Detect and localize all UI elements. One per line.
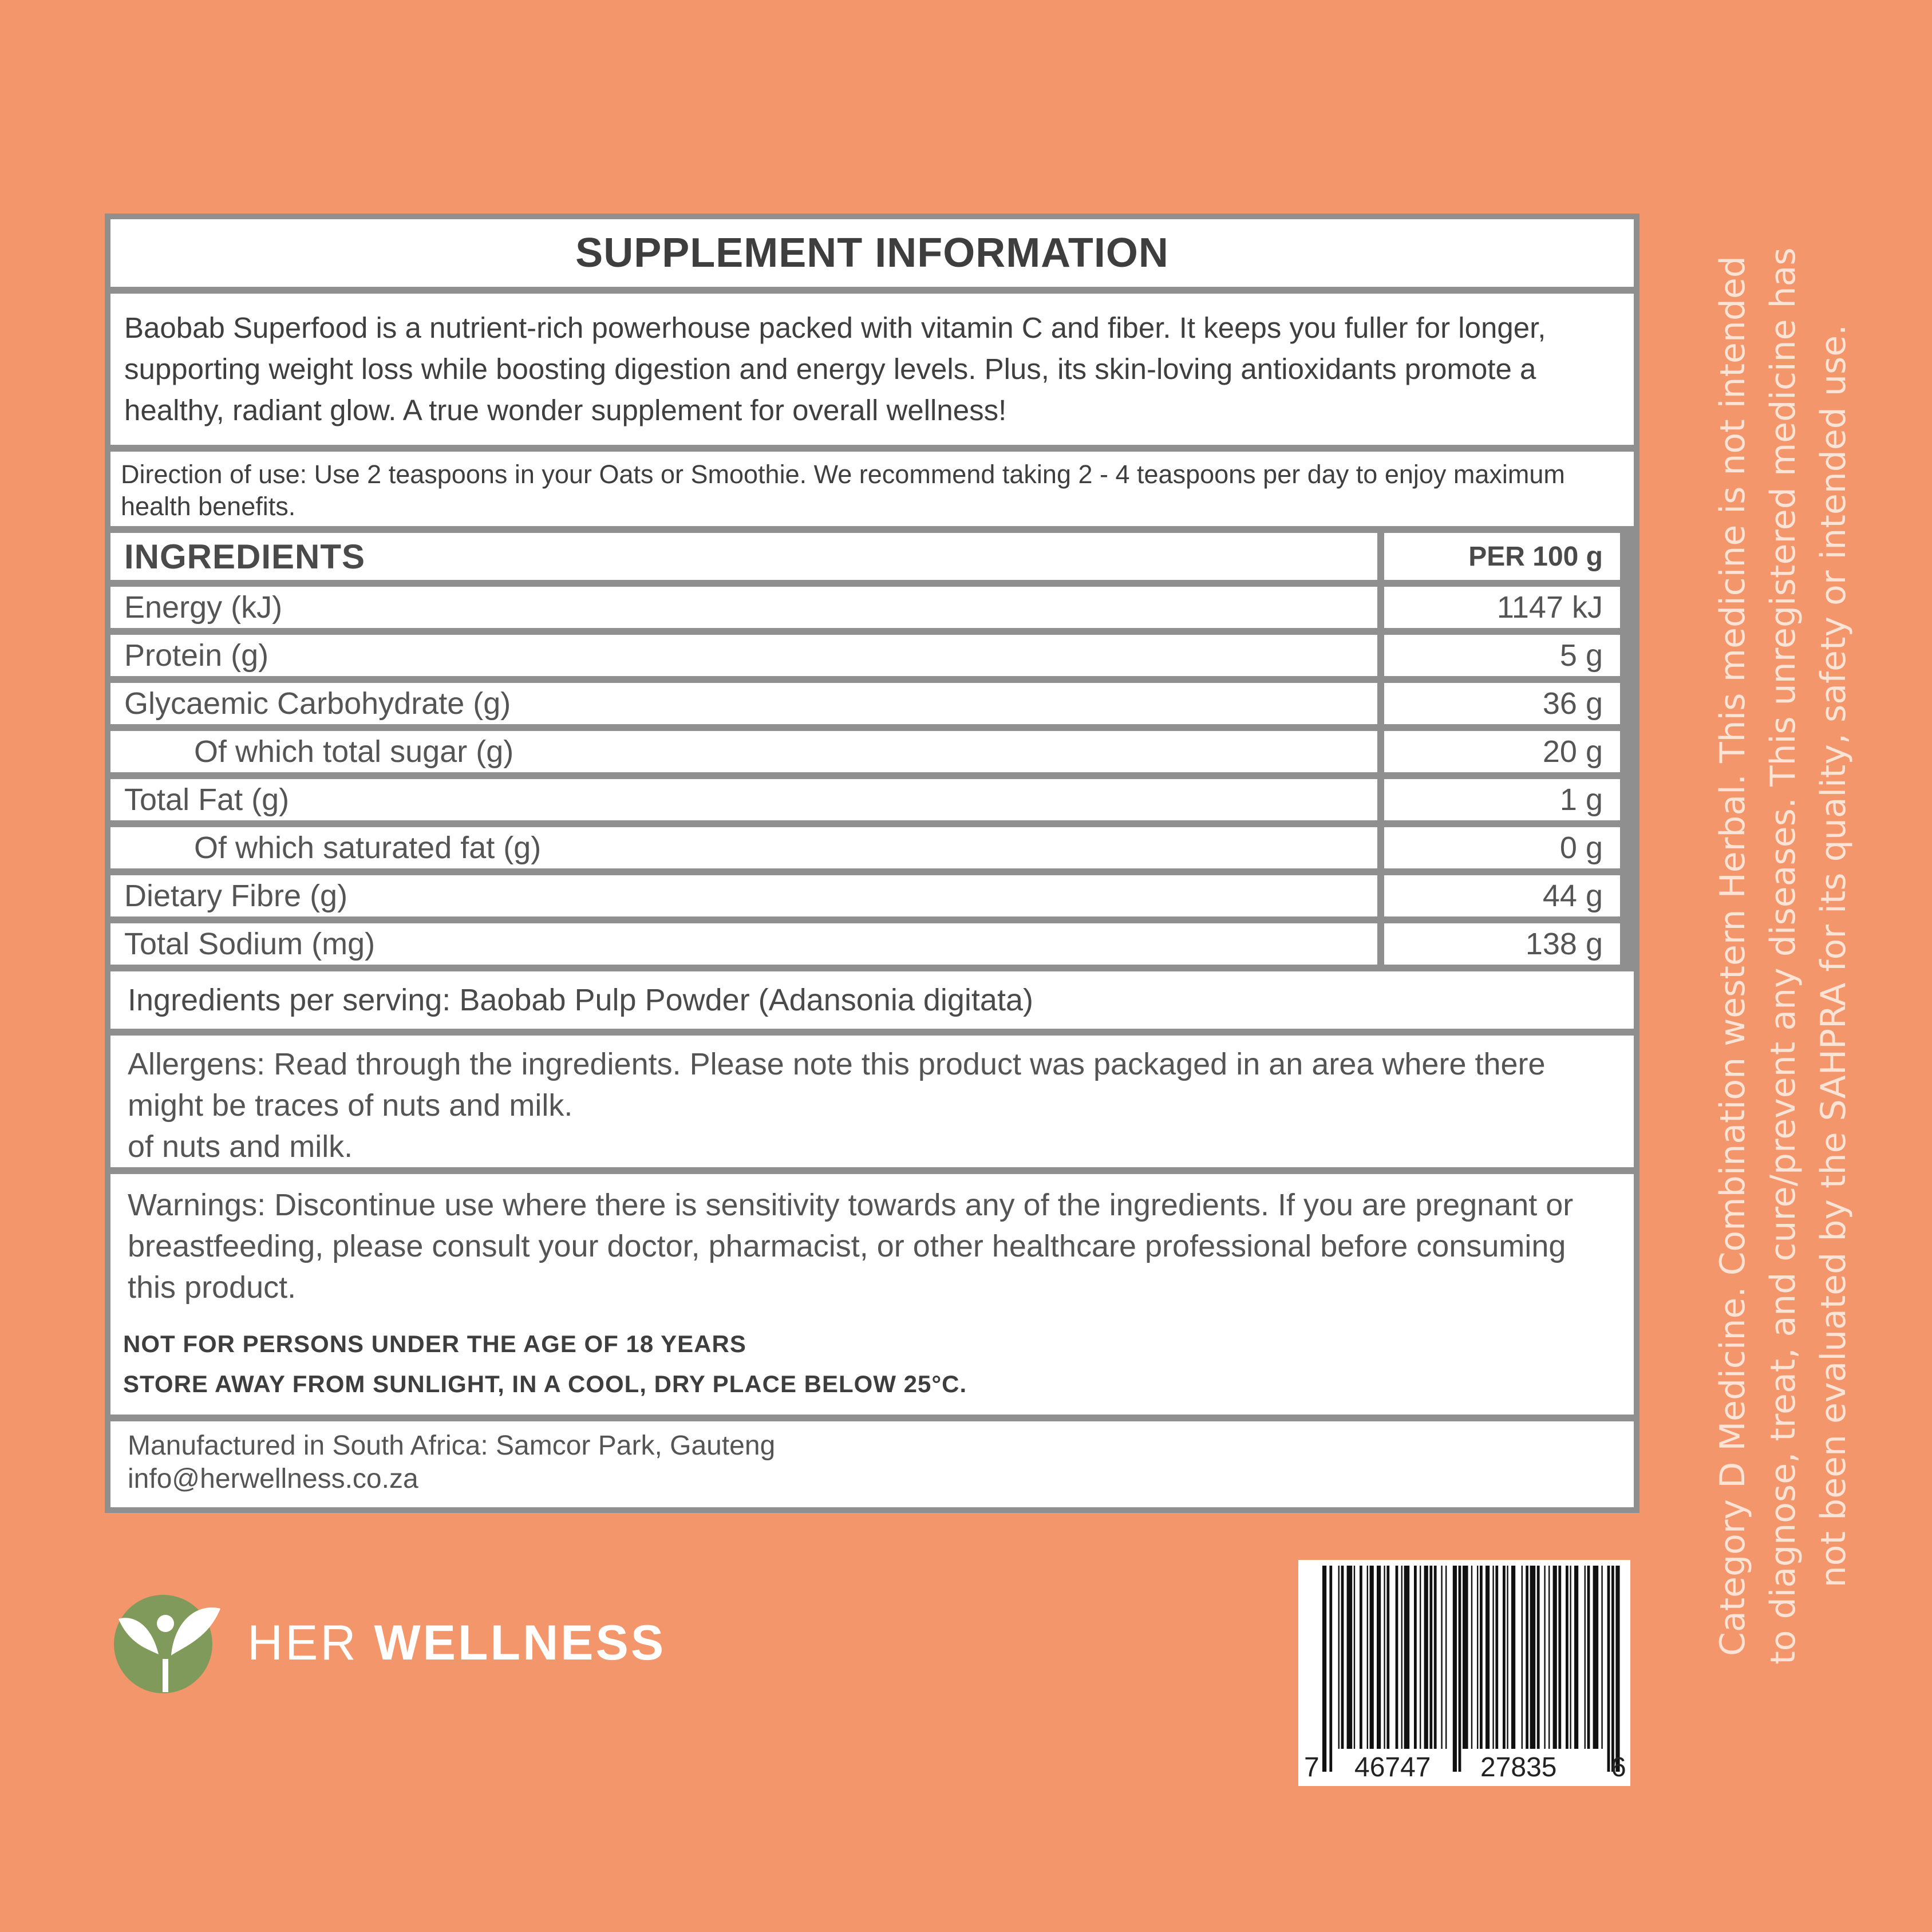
- row-label: Total Fat (g): [110, 779, 1377, 820]
- barcode-bar: [1537, 1566, 1540, 1749]
- barcode-digits: [1298, 1752, 1630, 1783]
- row-label: Of which saturated fat (g): [110, 827, 1377, 868]
- row-label: Protein (g): [110, 635, 1377, 676]
- supplement-info-panel: [105, 214, 1639, 1513]
- barcode-bar: [1503, 1566, 1506, 1749]
- allergens-section: [110, 1036, 1634, 1167]
- barcode-bar: [1404, 1566, 1410, 1749]
- barcode-bar: [1558, 1566, 1561, 1749]
- barcode-digit-group: 7: [1304, 1752, 1319, 1783]
- ingredients-header: INGREDIENTS: [110, 533, 1377, 580]
- barcode-bar: [1485, 1566, 1490, 1749]
- manufacturer-section: [110, 1421, 1634, 1507]
- regulatory-notice: Category D Medicine. Combination western Herbal. This medicine is not intended to diagnose, treat, and cure/prevent any diseases. This unregistered medicine has not been evaluated by the SAHPRA for its quality, safety or intended use.: [1713, 247, 1854, 1665]
- barcode-bar: [1401, 1566, 1402, 1749]
- barcode-bar: [1367, 1566, 1368, 1749]
- barcode-digit-group: 6: [1611, 1752, 1626, 1783]
- barcode-bar: [1511, 1566, 1515, 1749]
- warnings-section: [110, 1174, 1634, 1415]
- barcode-bar: [1611, 1566, 1614, 1772]
- barcode-bar: [1585, 1566, 1586, 1749]
- brand-name-bold: WELLNESS: [374, 1615, 666, 1670]
- barcode-bar: [1414, 1566, 1417, 1749]
- leaf-person-icon: [112, 1591, 223, 1694]
- barcode-bar: [1347, 1566, 1353, 1749]
- barcode-bar: [1507, 1566, 1508, 1749]
- barcode-digit-group: 27835: [1480, 1752, 1557, 1783]
- barcode-bar: [1477, 1566, 1478, 1749]
- barcode-bar: [1587, 1566, 1590, 1749]
- barcode-bar: [1548, 1566, 1550, 1749]
- barcode-bar: [1480, 1566, 1483, 1749]
- barcode-bar: [1329, 1566, 1332, 1772]
- row-value: 0 g: [1384, 827, 1620, 868]
- barcode-bar: [1434, 1566, 1437, 1749]
- barcode-bar: [1360, 1566, 1362, 1749]
- row-value: 44 g: [1384, 875, 1620, 916]
- barcode-bar: [1593, 1566, 1599, 1749]
- barcode-bar: [1495, 1566, 1498, 1749]
- table-row: [110, 587, 1634, 628]
- barcode-bar: [1459, 1566, 1461, 1772]
- panel-title: SUPPLEMENT INFORMATION: [110, 219, 1634, 287]
- warnings-text: Warnings: Discontinue use where there is sensitivity towards any of the ingredients. If you are pregnant or breastfeeding, please consult your doctor, pharmacist, or other healthcare professional before consuming this product.: [128, 1188, 1574, 1305]
- barcode-bar: [1530, 1566, 1536, 1749]
- allergens-repeat-text: of nuts and milk.: [128, 1129, 353, 1164]
- barcode-bar: [1424, 1566, 1428, 1749]
- barcode-bar: [1471, 1566, 1472, 1749]
- barcode-bar: [1322, 1566, 1326, 1772]
- barcode-bar: [1396, 1566, 1398, 1749]
- ingredients-per-serving: Ingredients per serving: Baobab Pulp Powder (Adansonia digitata): [110, 971, 1634, 1029]
- age-notice: NOT FOR PERSONS UNDER THE AGE OF 18 YEARS: [123, 1330, 746, 1357]
- barcode-bar: [1377, 1566, 1381, 1749]
- barcode-bar: [1445, 1566, 1447, 1749]
- brand-logo: [112, 1591, 666, 1694]
- barcode-bar: [1441, 1566, 1442, 1749]
- row-value: 1 g: [1384, 779, 1620, 820]
- row-label: Dietary Fibre (g): [110, 875, 1377, 916]
- barcode-bar: [1453, 1566, 1457, 1772]
- barcode-bar: [1341, 1566, 1344, 1749]
- side-notice-wrapper: [1703, 246, 1863, 1666]
- brand-name-light: HER: [247, 1615, 374, 1670]
- barcode-bar: [1553, 1566, 1557, 1749]
- row-value: 138 g: [1384, 923, 1620, 965]
- row-value: 1147 kJ: [1384, 587, 1620, 628]
- table-row: [110, 923, 1634, 965]
- product-description: Baobab Superfood is a nutrient-rich powerhouse packed with vitamin C and fiber. It keeps you fuller for longer, supporting weight loss while boosting digestion and energy levels. Plus, its skin-loving antioxidants promote a healthy, radiant glow. A true wonder supplement for overall wellness!: [110, 294, 1634, 445]
- barcode-bar: [1420, 1566, 1421, 1749]
- barcode-bar: [1570, 1566, 1571, 1749]
- row-label: Of which total sugar (g): [110, 731, 1377, 772]
- storage-notice: STORE AWAY FROM SUNLIGHT, IN A COOL, DRY PLACE BELOW 25°C.: [123, 1370, 967, 1397]
- barcode-bar: [1338, 1566, 1340, 1749]
- barcode-bar: [1354, 1566, 1355, 1749]
- table-row: [110, 779, 1634, 820]
- barcode-bar: [1429, 1566, 1432, 1749]
- row-label: Glycaemic Carbohydrate (g): [110, 683, 1377, 724]
- row-label: Total Sodium (mg): [110, 923, 1377, 965]
- allergens-text: Allergens: Read through the ingredients. Please note this product was packaged in an area where there might be traces of nuts and milk.: [128, 1047, 1546, 1123]
- table-row: [110, 635, 1634, 676]
- row-label: Energy (kJ): [110, 587, 1377, 628]
- barcode-bar: [1384, 1566, 1385, 1749]
- nutrition-table: [110, 533, 1634, 965]
- contact-email: info@herwellness.co.za: [128, 1464, 418, 1494]
- row-value: 36 g: [1384, 683, 1620, 724]
- table-row: [110, 683, 1634, 724]
- barcode-bar: [1522, 1566, 1523, 1749]
- barcode-bar: [1566, 1566, 1568, 1749]
- row-value: 5 g: [1384, 635, 1620, 676]
- table-row: [110, 827, 1634, 868]
- barcode-bar: [1607, 1566, 1610, 1772]
- direction-of-use: Direction of use: Use 2 teaspoons in your Oats or Smoothie. We recommend taking 2 - 4 teaspoons per day to enjoy maximum health benefits.: [110, 452, 1634, 526]
- manufacturer-text: Manufactured in South Africa: Samcor Park, Gauteng: [128, 1431, 776, 1461]
- barcode-digit-group: 46747: [1354, 1752, 1431, 1783]
- barcode-bar: [1463, 1566, 1468, 1749]
- row-value: 20 g: [1384, 731, 1620, 772]
- barcode-bar: [1492, 1566, 1494, 1749]
- barcode-bar: [1386, 1566, 1389, 1749]
- barcode-bar: [1615, 1566, 1619, 1772]
- barcode-bar: [1601, 1566, 1602, 1749]
- per-100g-header: PER 100 g: [1384, 533, 1620, 580]
- barcode-bar: [1574, 1566, 1578, 1749]
- brand-name: [247, 1615, 666, 1672]
- table-row: [110, 875, 1634, 916]
- notices: [123, 1324, 1617, 1404]
- table-row: [110, 731, 1634, 772]
- table-header-row: [110, 533, 1634, 580]
- barcode-bar: [1370, 1566, 1374, 1749]
- barcode: [1298, 1560, 1630, 1786]
- barcode-bar: [1544, 1566, 1545, 1749]
- barcode-bar: [1526, 1566, 1528, 1749]
